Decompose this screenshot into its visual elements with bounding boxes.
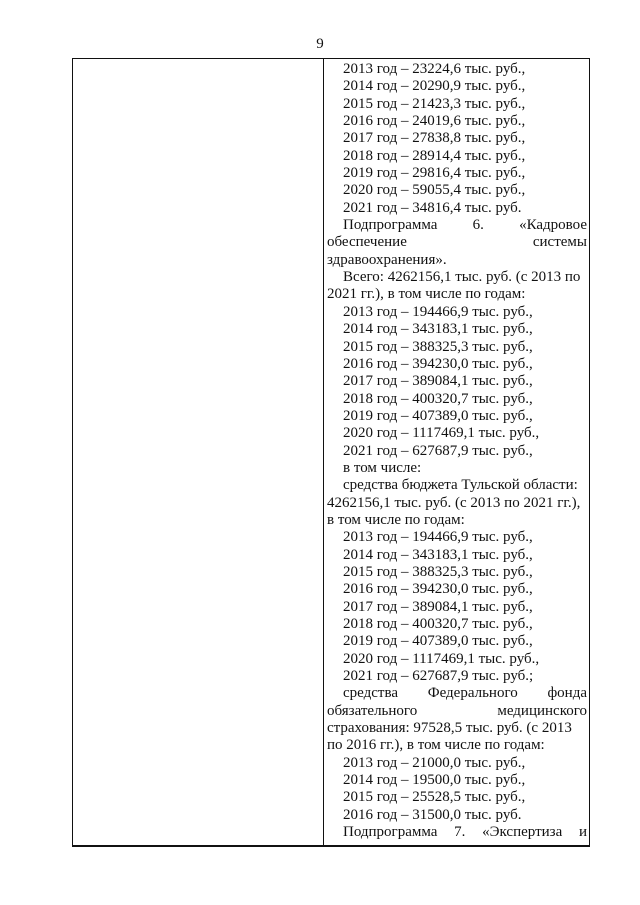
text-line: [327, 824, 587, 841]
text-line: 2014 год – 343183,1 тыс. руб.,: [343, 321, 533, 338]
text-line: 2017 год – 389084,1 тыс. руб.,: [343, 598, 533, 615]
text-line: 2016 год – 394230,0 тыс. руб.,: [343, 581, 533, 598]
word: «Экспертиза: [482, 824, 563, 841]
text-line: 2017 год – 27838,8 тыс. руб.,: [343, 130, 526, 147]
text-line: 2021 год – 34816,4 тыс. руб.: [343, 199, 522, 216]
page-number: 9: [316, 36, 324, 52]
word: Подпрограмма: [343, 217, 438, 234]
word: обеспечение: [327, 234, 407, 251]
text-line: 2018 год – 400320,7 тыс. руб.,: [343, 390, 533, 407]
text-line: средства бюджета Тульской области:: [343, 477, 578, 494]
text-line: 2020 год – 1117469,1 тыс. руб.,: [343, 650, 540, 667]
text-line: в том числе:: [343, 459, 422, 476]
word: 7.: [454, 824, 466, 841]
word: фонда: [547, 685, 587, 702]
text-line: 2018 год – 400320,7 тыс. руб.,: [343, 616, 533, 632]
text-line: 2014 год – 20290,9 тыс. руб.,: [343, 78, 526, 95]
word: средства: [343, 685, 399, 702]
text-line: 2013 год – 194466,9 тыс. руб.,: [343, 303, 533, 320]
text-line: 2014 год – 19500,0 тыс. руб.,: [343, 772, 526, 789]
text-line: 2017 год – 389084,1 тыс. руб.,: [343, 373, 533, 390]
text-line: 2019 год – 407389,0 тыс. руб.,: [343, 407, 533, 424]
text-line: по 2016 гг.), в том числе по годам:: [327, 737, 545, 754]
text-line: 2019 год – 29816,4 тыс. руб.,: [343, 165, 526, 182]
word: Федерального: [427, 685, 518, 702]
text-line: 2020 год – 1117469,1 тыс. руб.,: [343, 425, 540, 442]
text-line: 2013 год – 194466,9 тыс. руб.,: [343, 529, 533, 546]
text-line: 2021 гг.), в том числе по годам:: [327, 286, 526, 303]
right-column-text: [327, 61, 587, 841]
text-line: 2016 год – 394230,0 тыс. руб.,: [343, 355, 533, 372]
text-line: 2018 год – 28914,4 тыс. руб.,: [343, 147, 526, 164]
text-line: [327, 234, 587, 251]
text-line: 2021 год – 627687,9 тыс. руб.;: [343, 668, 534, 685]
text-line: 2015 год – 388325,3 тыс. руб.,: [343, 563, 533, 580]
word: и: [578, 824, 587, 841]
text-line: 2020 год – 59055,4 тыс. руб.,: [343, 182, 526, 199]
text-line: 2021 год – 627687,9 тыс. руб.,: [343, 442, 533, 459]
text-line: 2013 год – 21000,0 тыс. руб.,: [343, 754, 526, 771]
column-divider: [323, 58, 324, 847]
text-line: [327, 703, 587, 720]
text-line: 2015 год – 388325,3 тыс. руб.,: [343, 338, 533, 355]
text-line: 2015 год – 21423,3 тыс. руб.,: [343, 95, 526, 112]
text-line: [327, 217, 587, 234]
text-line: 2015 год – 25528,5 тыс. руб.,: [343, 789, 526, 806]
text-line: 2013 год – 23224,6 тыс. руб.,: [343, 61, 526, 77]
text-line: в том числе по годам:: [327, 511, 465, 528]
text-line: 2019 год – 407389,0 тыс. руб.,: [343, 633, 533, 650]
word: 6.: [472, 217, 484, 234]
word: медицинского: [497, 702, 587, 719]
text-line: 2016 год – 31500,0 тыс. руб.: [343, 806, 522, 823]
text-line: [327, 685, 587, 702]
text-line: 4262156,1 тыс. руб. (с 2013 по 2021 гг.),: [327, 494, 581, 511]
word: обязательного: [327, 702, 418, 719]
text-line: 2016 год – 24019,6 тыс. руб.,: [343, 113, 526, 130]
text-line: Всего: 4262156,1 тыс. руб. (с 2013 по: [343, 269, 581, 286]
text-line: здравоохранения».: [327, 251, 447, 268]
text-line: страхования: 97528,5 тыс. руб. (с 2013: [327, 720, 572, 737]
word: «Кадровое: [519, 217, 587, 234]
text-line: 2014 год – 343183,1 тыс. руб.,: [343, 546, 533, 563]
word: системы: [532, 234, 587, 251]
word: Подпрограмма: [343, 824, 438, 841]
